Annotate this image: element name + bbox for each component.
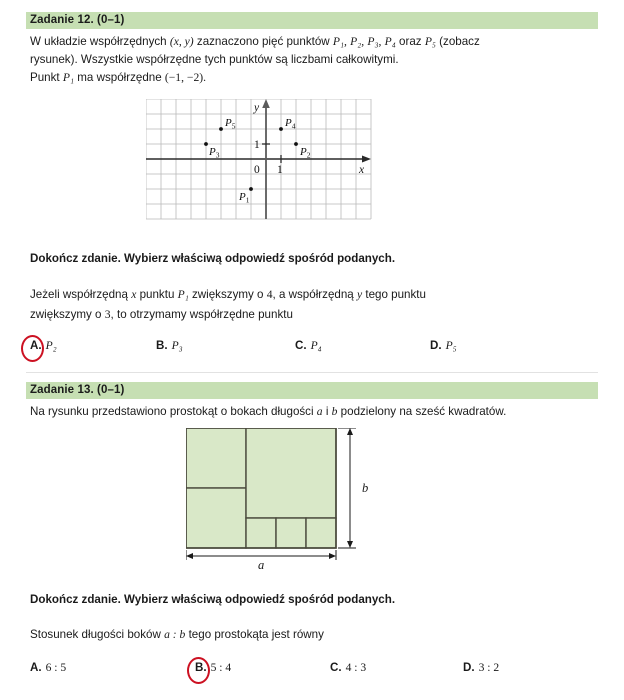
stem12-c: zwiększymy o <box>191 288 264 301</box>
stem12-a: Jeżeli współrzędną <box>30 288 128 301</box>
punkt-coords: (−1, −2). <box>164 71 206 84</box>
origin-label: 0 <box>254 164 260 176</box>
answer-12-b[interactable] <box>156 339 183 352</box>
dimension-b-arrow-bottom <box>347 541 353 548</box>
stem12-g: , to otrzymamy współrzędne punktu <box>110 308 293 321</box>
punkt-p1: P₁ <box>62 71 75 84</box>
answer-13-b[interactable] <box>195 661 231 674</box>
y-unit-label: 1 <box>254 139 260 151</box>
stem12-d: , a współrzędną <box>272 288 354 301</box>
answer-13-d-letter: D. <box>463 661 475 674</box>
answer-12-d-letter: D. <box>430 339 442 352</box>
intro-p3: P₃, <box>367 35 382 48</box>
label-b: b <box>362 481 369 495</box>
task13-intro-a: Na rysunku przedstawiono prostokąt o bokach długości <box>30 405 314 418</box>
answer-12-c[interactable] <box>295 339 322 352</box>
square-small-2 <box>276 518 306 548</box>
intro-xy: (x, y) <box>169 35 194 48</box>
dimension-a-arrow-right <box>329 553 336 559</box>
x-axis-arrow <box>362 156 371 163</box>
dimension-a-arrow-left <box>186 553 193 559</box>
intro-text-b: zaznaczono pięć punktów <box>196 35 330 48</box>
intro-p1: P₁, <box>332 35 347 48</box>
task-12-header: Zadanie 12. (0–1) <box>26 12 598 29</box>
answer-13-c[interactable] <box>330 661 366 674</box>
axes <box>146 99 371 219</box>
answer-13-b-value: 5 : 4 <box>210 661 232 674</box>
coordinate-grid-figure <box>146 99 372 219</box>
answer-13-c-value: 4 : 3 <box>345 661 367 674</box>
stem13-ratio: a : b <box>164 628 186 641</box>
point-p5-dot <box>219 127 223 131</box>
stem12-four: 4 <box>266 288 273 301</box>
answer-12-c-letter: C. <box>295 339 307 352</box>
task-12-stem-line2 <box>30 306 550 324</box>
dimension-b-arrow-top <box>347 428 353 435</box>
y-axis-label: y <box>254 102 260 114</box>
stem12-f: zwiększymy o <box>30 308 102 321</box>
answer-12-b-letter: B. <box>156 339 168 352</box>
task-12-instruction: Dokończ zdanie. Wybierz właściwą odpowiedź spośród podanych. <box>30 252 396 265</box>
task13-i: i <box>325 405 329 418</box>
answer-13-a[interactable] <box>30 661 66 674</box>
intro-p4: P₄ <box>384 35 396 48</box>
point-p3-label: $P_3$ <box>209 146 220 160</box>
point-p2-label: $P_2$ <box>300 146 311 160</box>
task-12-intro <box>30 33 540 51</box>
punkt-text: ma współrzędne <box>77 71 162 84</box>
task-12-answers <box>30 339 600 357</box>
rectangle-squares-figure <box>186 428 386 560</box>
square-small-3 <box>306 518 336 548</box>
point-p1-label: $P_1$ <box>239 191 250 205</box>
task-13-header: Zadanie 13. (0–1) <box>26 382 598 399</box>
rectangle-parts <box>186 428 336 548</box>
stem13-a: Stosunek długości boków <box>30 628 161 641</box>
task-13-stem <box>30 626 550 644</box>
answer-13-d[interactable] <box>463 661 499 674</box>
task13-var-b: b <box>331 405 338 418</box>
stem13-b: tego prostokąta jest równy <box>188 628 324 641</box>
answer-12-c-value: P₄ <box>310 339 322 352</box>
square-big-right <box>246 428 336 518</box>
intro-p5: P₅ <box>424 35 436 48</box>
dimension-b <box>338 428 356 548</box>
square-bottom-left <box>186 488 246 548</box>
task13-var-a: a <box>316 405 323 418</box>
stem12-three: 3 <box>104 308 111 321</box>
square-top-left <box>186 428 246 488</box>
answer-12-a-letter: A. <box>30 339 42 352</box>
answer-13-d-value: 3 : 2 <box>478 661 500 674</box>
answer-12-b-value: P₃ <box>171 339 183 352</box>
stem12-b: punktu <box>139 288 175 301</box>
task13-intro-b: podzielony na sześć kwadratów. <box>340 405 507 418</box>
x-axis-label: x <box>359 164 365 176</box>
point-p3-dot <box>204 142 208 146</box>
task-13-instruction: Dokończ zdanie. Wybierz właściwą odpowiedź spośród podanych. <box>30 593 396 606</box>
answer-13-b-letter: B. <box>195 661 207 674</box>
task-12-stem-line1 <box>30 286 550 304</box>
point-p4-dot <box>279 127 283 131</box>
punkt-word: Punkt <box>30 71 60 84</box>
answer-12-a[interactable] <box>30 339 57 352</box>
answer-13-c-letter: C. <box>330 661 342 674</box>
task-12-intro-line3 <box>30 69 540 87</box>
stem12-y: y <box>356 288 363 301</box>
answer-12-a-value: P₂ <box>45 339 57 352</box>
intro-text-c: (zobacz <box>439 35 480 48</box>
answer-12-d[interactable] <box>430 339 457 352</box>
task-13-intro <box>30 403 560 421</box>
point-p4-label: $P_4$ <box>285 117 296 131</box>
answer-13-a-value: 6 : 5 <box>45 661 67 674</box>
point-p1-dot <box>249 187 253 191</box>
stem12-e: tego punktu <box>365 288 426 301</box>
stem12-x: x <box>131 288 137 301</box>
label-a: a <box>258 558 265 572</box>
task-divider <box>26 372 598 373</box>
x-unit-label: 1 <box>277 164 283 176</box>
point-p5-label: $P_5$ <box>225 117 236 131</box>
stem12-p1: P₁ <box>177 288 189 301</box>
answer-13-a-letter: A. <box>30 661 42 674</box>
task-12-intro-line2: rysunek). Wszystkie współrzędne tych punktów są liczbami całkowitymi. <box>30 53 399 66</box>
y-axis-arrow <box>262 99 270 108</box>
square-small-1 <box>246 518 276 548</box>
intro-p2: P₂, <box>350 35 365 48</box>
answer-12-d-value: P₅ <box>445 339 457 352</box>
intro-text-a: W układzie współrzędnych <box>30 35 167 48</box>
task-13-answers <box>30 661 600 679</box>
point-p2-dot <box>294 142 298 146</box>
intro-oraz: oraz <box>399 35 422 48</box>
